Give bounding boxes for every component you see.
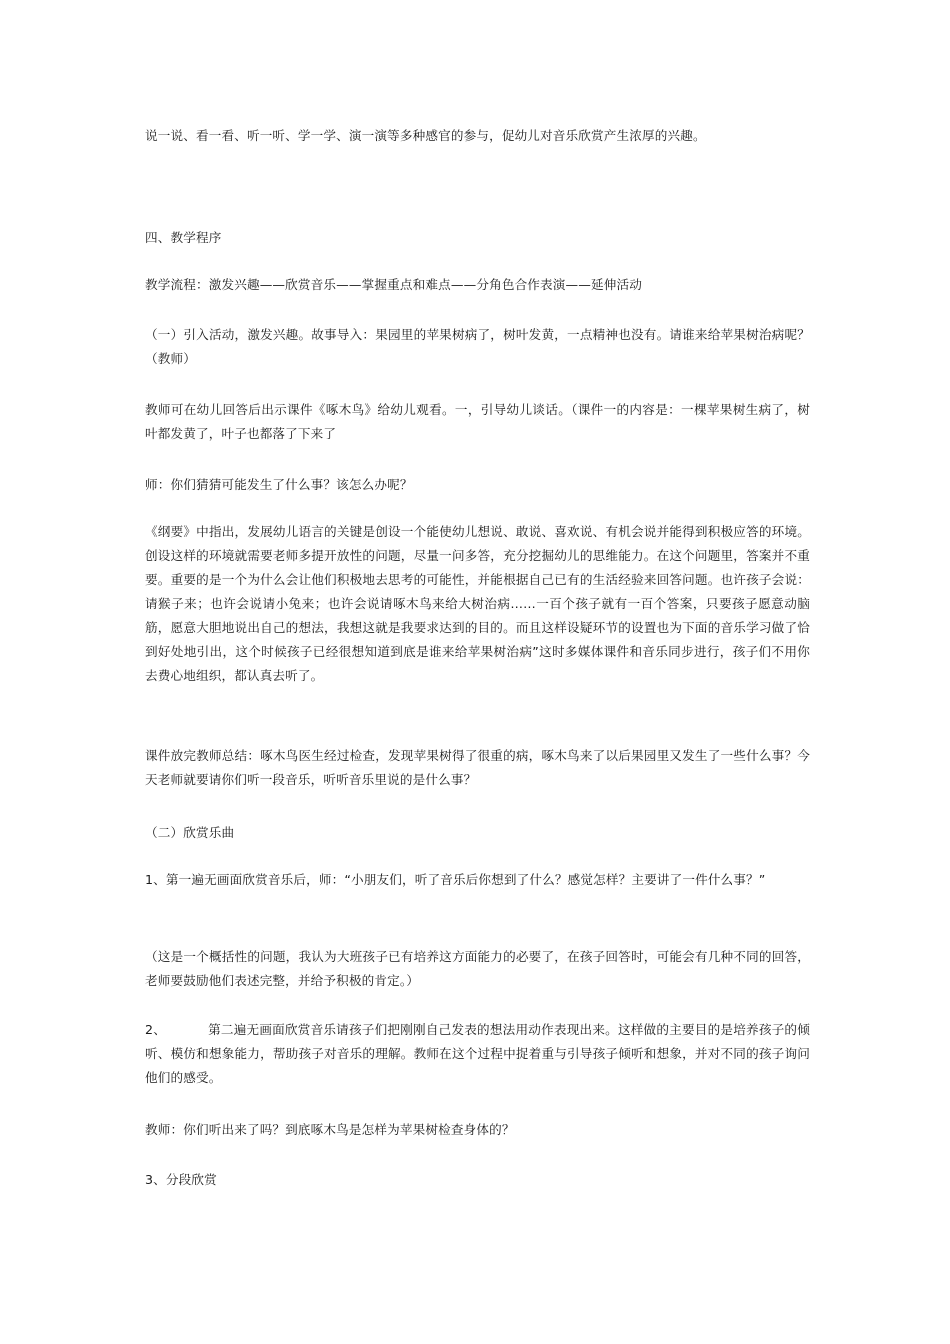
step-2-number: 2、 <box>145 1022 167 1037</box>
paragraph-step-2 <box>145 1018 810 1090</box>
paragraph-teacher-summary: 课件放完教师总结：啄木鸟医生经过检查，发现苹果树得了很重的病，啄木鸟来了以后果园里又发生了一些什么事？今天老师就要请你们听一段音乐，听听音乐里说的是什么事？ <box>145 748 810 787</box>
paragraph-intro-end: 说一说、看一看、听一听、学一学、演一演等多种感官的参与，促幼儿对音乐欣赏产生浓厚的兴趣。 <box>145 128 706 143</box>
step-2-text: 第二遍无画面欣赏音乐请孩子们把刚刚自己发表的想法用动作表现出来。这样做的主要目的是培养孩子的倾听、模仿和想象能力，帮助孩子对音乐的理解。教师在这个过程中捉着重与引导孩子倾听和想象，并对不同的孩子询问他们的感受。 <box>145 1022 810 1085</box>
paragraph-teacher-question-1: 师：你们猜猜可能发生了什么事？该怎么办呢？ <box>145 477 413 492</box>
paragraph-teaching-flow: 教学流程：激发兴趣——欣赏音乐——掌握重点和难点——分角色合作表演——延伸活动 <box>145 277 643 292</box>
paragraph-step-1-note: （这是一个概括性的问题，我认为大班孩子已有培养这方面能力的必要了，在孩子回答时，可能会有几种不同的回答，老师要鼓励他们表述完整，并给予积极的肯定。） <box>145 949 810 988</box>
paragraph-step-1: 1、第一遍无画面欣赏音乐后，师：“小朋友们，听了音乐后你想到了什么？感觉怎样？主要讲了一件什么事？” <box>145 872 766 887</box>
section-heading-appreciate-music: （二）欣赏乐曲 <box>145 825 235 840</box>
paragraph-teacher-question-2: 教师：你们听出来了吗？到底啄木鸟是怎样为苹果树检查身体的？ <box>145 1122 515 1137</box>
section-heading-teaching-procedure: 四、教学程序 <box>145 230 222 245</box>
paragraph-courseware-show: 教师可在幼儿回答后出示课件《啄木鸟》给幼儿观看。一，引导幼儿谈话。（课件一的内容是：一棵苹果树生病了，树叶都发黄了，叶子也都落了下来了 <box>145 402 810 441</box>
paragraph-part1-intro: （一）引入活动，激发兴趣。故事导入：果园里的苹果树病了，树叶发黄，一点精神也没有。请谁来给苹果树治病呢？（教师） <box>145 327 810 366</box>
paragraph-step-3: 3、分段欣赏 <box>145 1172 217 1187</box>
paragraph-outline-quote: 《纲要》中指出，发展幼儿语言的关键是创设一个能使幼儿想说、敢说、喜欢说、有机会说并能得到积极应答的环境。创设这样的环境就需要老师多提开放性的问题，尽量一问多答，充分挖掘幼儿的思维能力。在这个问题里，答案并不重要。重要的是一个为什么会让他们积极地去思考的可能性，并能根据自己已有的生活经验来回答问题。也许孩子会说：请猴子来；也许会说请小兔来；也许会说请啄木鸟来给大树治病……一百个孩子就有一百个答案，只要孩子愿意动脑筋，愿意大胆地说出自己的想法，我想这就是我要求达到的目的。而且这样设疑环节的设置也为下面的音乐学习做了恰到好处地引出，这个时候孩子已经很想知道到底是谁来给苹果树治病”这时多媒体课件和音乐同步进行，孩子们不用你去费心地组织，都认真去听了。 <box>145 524 810 683</box>
